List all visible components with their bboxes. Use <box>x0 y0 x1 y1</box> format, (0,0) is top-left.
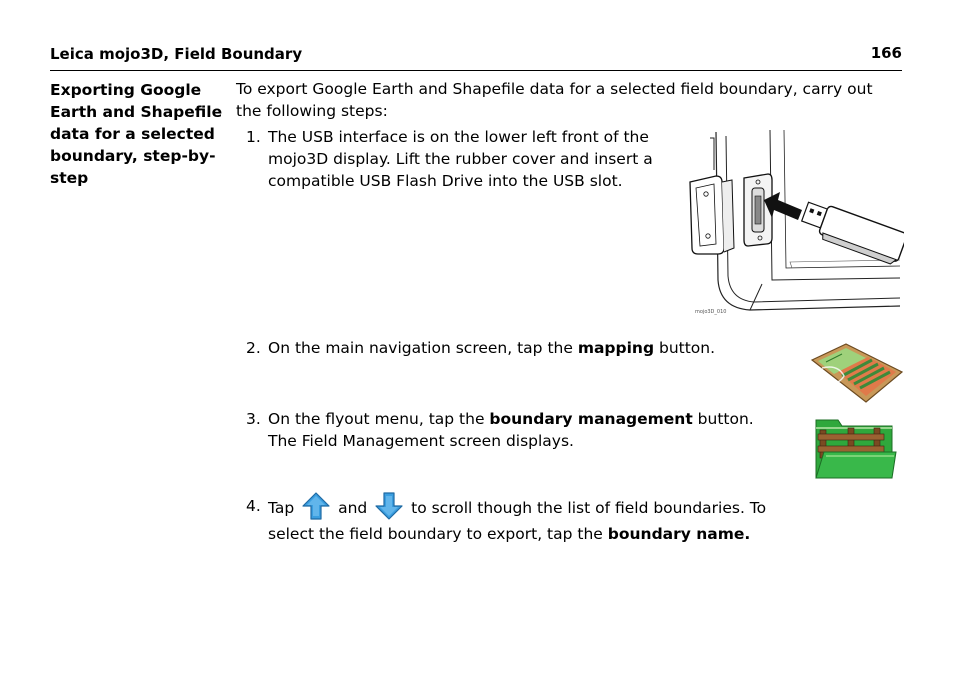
step-text-part2: and <box>333 499 373 517</box>
step-text-post: button. <box>654 339 716 357</box>
step-text-part3: to scroll though the list of field boundaries. To select the field boundary to export, tap the <box>268 499 767 543</box>
step-text <box>268 408 778 452</box>
mapping-term: mapping <box>577 339 655 357</box>
step-number: 1. <box>246 128 261 146</box>
up-arrow-icon <box>301 491 331 521</box>
boundary-name-term: boundary name. <box>607 525 751 543</box>
step-text-part1: Tap <box>268 499 300 517</box>
figure-caption: mojo3D_010 <box>695 309 727 315</box>
step-text <box>268 337 768 359</box>
step-text: The USB interface is on the lower left front of the mojo3D display. Lift the rubber cover and insert a compatible USB Flash Drive into the USB slot. <box>268 128 653 190</box>
intro-paragraph: To export Google Earth and Shapefile data for a selected field boundary, carry out the following steps: <box>236 80 873 120</box>
boundary-management-icon <box>812 416 898 480</box>
step-number: 4. <box>246 497 261 515</box>
step-number: 3. <box>246 410 261 428</box>
header-divider <box>50 70 902 71</box>
usb-insert-illustration <box>688 130 904 320</box>
step-number: 2. <box>246 339 261 357</box>
boundary-management-term: boundary management <box>489 410 693 428</box>
step-text-post: button. <box>692 410 754 428</box>
down-arrow-icon <box>374 491 404 521</box>
step-result-text: The Field Management screen displays. <box>268 432 574 450</box>
mapping-icon <box>808 342 904 404</box>
step-text-pre: On the flyout menu, tap the <box>268 410 490 428</box>
header-title: Leica mojo3D, Field Boundary <box>50 45 303 63</box>
step-text-pre: On the main navigation screen, tap the <box>268 339 578 357</box>
page-number: 166 <box>870 44 902 62</box>
step-text <box>268 495 808 547</box>
section-side-heading: Exporting Google Earth and Shapefile data for a selected boundary, step-by-step <box>50 81 223 187</box>
